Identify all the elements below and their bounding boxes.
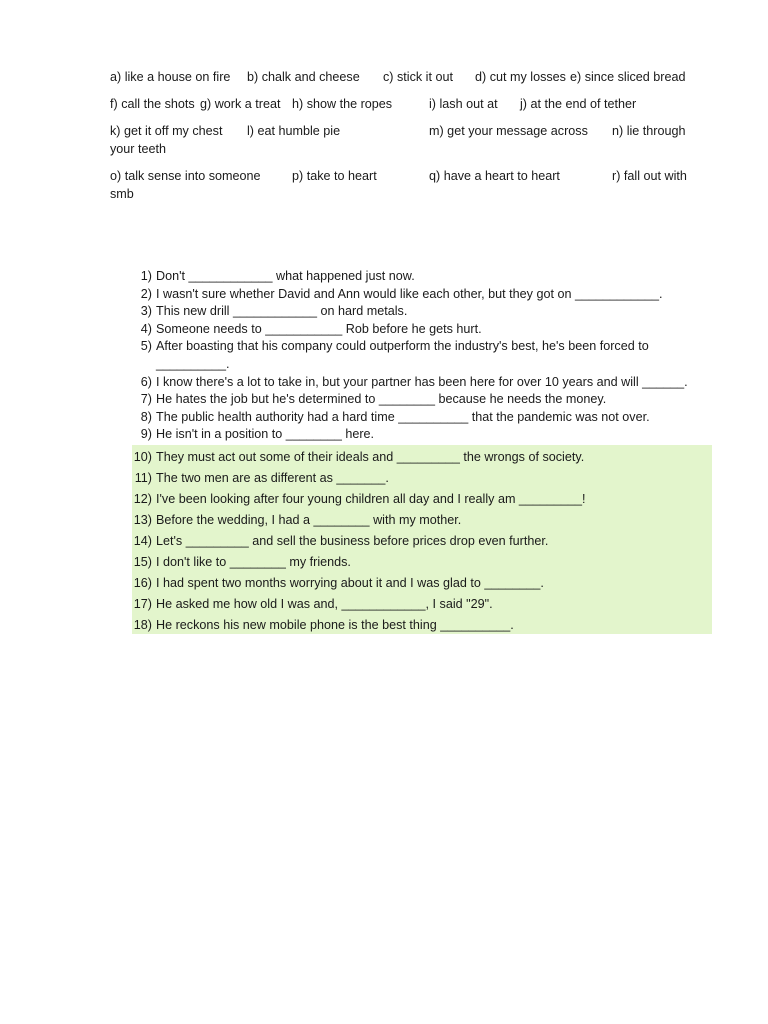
question-number: 18)	[133, 618, 152, 632]
option-j: j) at the end of tether	[520, 97, 637, 111]
question-item	[132, 426, 717, 444]
question-number: 3)	[140, 304, 152, 319]
question-item	[132, 303, 717, 321]
question-text: He isn't in a position to ________ here.	[156, 427, 375, 442]
highlighted-question-item	[132, 510, 717, 531]
question-text: After boasting that his company could outperform the industry's best, he's been forced to __________.	[156, 339, 649, 371]
question-text: Let's _________ and sell the business before prices drop even further.	[156, 534, 549, 548]
question-number: 6)	[140, 374, 152, 389]
question-item	[132, 391, 717, 409]
question-number: 5)	[140, 339, 152, 354]
option-i: i) lash out at	[429, 97, 498, 111]
question-text: I've been looking after four young children all day and I really am _________!	[156, 492, 586, 506]
question-text: They must act out some of their ideals and _________ the wrongs of society.	[156, 450, 585, 464]
option-f: f) call the shots	[110, 97, 195, 111]
option-p: p) take to heart	[292, 169, 377, 183]
highlighted-question-item	[132, 447, 717, 468]
highlighted-question-item	[132, 489, 717, 510]
option-q: q) have a heart to heart	[429, 169, 560, 183]
question-number: 9)	[140, 427, 152, 442]
question-text: I had spent two months worrying about it and I was glad to ________.	[156, 576, 544, 590]
question-number: 16)	[133, 576, 152, 590]
option-r-continued: smb	[110, 187, 134, 201]
question-number: 11)	[134, 471, 152, 485]
question-number: 15)	[133, 555, 152, 569]
question-text: The public health authority had a hard time __________ that the pandemic was not over.	[156, 409, 650, 424]
option-h: h) show the ropes	[292, 97, 393, 111]
question-number: 4)	[140, 321, 152, 336]
question-text: I don't like to ________ my friends.	[156, 555, 351, 569]
highlighted-question-item	[132, 552, 717, 573]
question-item	[132, 268, 717, 286]
highlighted-question-item	[132, 468, 717, 489]
question-number: 12)	[133, 492, 152, 506]
question-number: 8)	[140, 409, 152, 424]
question-list	[132, 268, 717, 444]
question-text: He reckons his new mobile phone is the best thing __________.	[156, 618, 514, 632]
question-number: 14)	[133, 534, 152, 548]
option-l: l) eat humble pie	[247, 124, 341, 138]
highlighted-question-item	[132, 615, 717, 636]
question-text: I wasn't sure whether David and Ann would like each other, but they got on ____________.	[156, 286, 663, 301]
option-n: n) lie through	[612, 124, 686, 138]
question-number: 10)	[133, 450, 152, 464]
option-a: a) like a house on fire	[110, 70, 231, 84]
highlighted-question-item	[132, 531, 717, 552]
option-e: e) since sliced bread	[570, 70, 686, 84]
option-m: m) get your message across	[429, 124, 588, 138]
question-item	[132, 321, 717, 339]
question-item	[132, 286, 717, 304]
option-b: b) chalk and cheese	[247, 70, 360, 84]
option-r: r) fall out with	[612, 169, 687, 183]
question-number: 2)	[140, 286, 152, 301]
question-text: Don't ____________ what happened just now.	[156, 269, 415, 283]
question-number: 13)	[133, 513, 152, 527]
question-text: This new drill ____________ on hard metals.	[156, 304, 408, 319]
question-item	[132, 374, 717, 392]
option-n-continued: your teeth	[110, 142, 167, 156]
option-k: k) get it off my chest	[110, 124, 223, 138]
question-number: 7)	[140, 392, 152, 407]
option-d: d) cut my losses	[475, 70, 566, 84]
question-text: Before the wedding, I had a ________ with my mother.	[156, 513, 462, 527]
question-number: 1)	[140, 269, 152, 283]
highlighted-question-item	[132, 573, 717, 594]
question-text: He asked me how old I was and, ____________, I said "29".	[156, 597, 493, 611]
question-text: The two men are as different as _______.	[156, 471, 389, 485]
question-text: I know there's a lot to take in, but your partner has been here for over 10 years and will ______.	[156, 374, 688, 389]
question-number: 17)	[133, 597, 152, 611]
option-o: o) talk sense into someone	[110, 169, 261, 183]
highlighted-question-item	[132, 594, 717, 615]
option-g: g) work a treat	[200, 97, 281, 111]
question-item	[132, 409, 717, 427]
question-item	[132, 338, 717, 373]
question-text: He hates the job but he's determined to ________ because he needs the money.	[156, 392, 607, 407]
question-text: Someone needs to ___________ Rob before he gets hurt.	[156, 321, 482, 336]
option-c: c) stick it out	[383, 70, 453, 84]
